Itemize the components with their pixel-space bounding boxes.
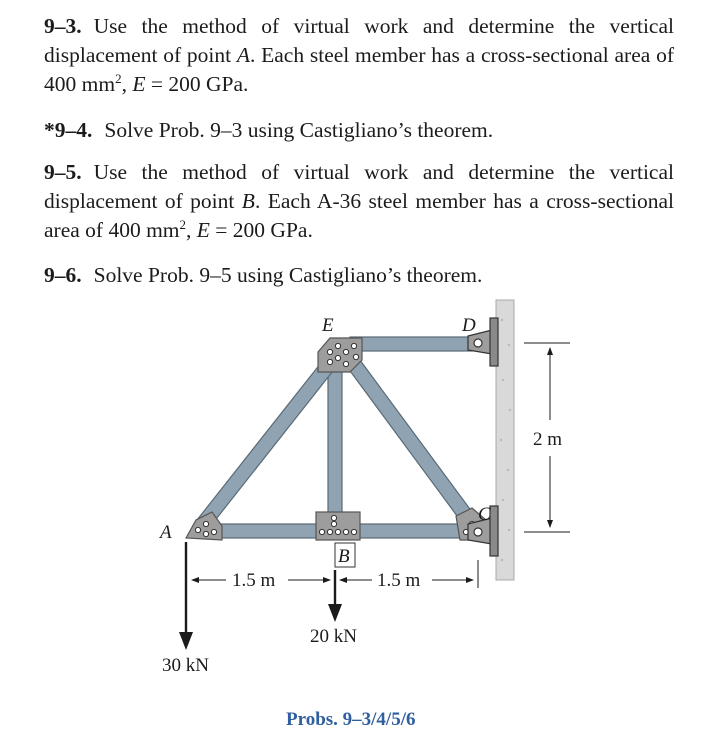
figure-caption: Probs. 9–3/4/5/6	[286, 709, 416, 730]
dim-height: 2 m	[533, 429, 563, 450]
problem-9-5: 9–5. Use the method of virtual work and determine the vertical displacement of point B. Each A-36 steel member has a cross-sectional area of 400 $mm^2$, E = 200 GPa.	[44, 160, 674, 242]
joint-label-A: A	[160, 522, 172, 543]
problem-number: 9–3.	[44, 14, 82, 38]
load-label-B: 20 kN	[310, 626, 357, 647]
problem-number: 9–6.	[44, 263, 82, 287]
joint-label-D: D	[462, 315, 476, 336]
load-arrow-B	[328, 570, 342, 622]
support-wall	[496, 300, 514, 580]
joint-label-E: E	[322, 315, 334, 336]
plate-B	[316, 512, 360, 540]
joint-label-C: C	[478, 504, 491, 525]
problem-9-3: 9–3. Use the method of virtual work and determine the vertical displacement of point A. Each steel member has a cross-sectional area of 400 $mm^2$, E = 200 GPa.	[44, 14, 674, 96]
dim-left-span: 1.5 m	[232, 570, 276, 591]
load-arrow-A	[179, 542, 193, 650]
member-EC	[342, 352, 478, 528]
problem-number: 9–5.	[44, 160, 82, 184]
member-AE	[197, 354, 340, 528]
horizontal-dimension	[186, 560, 478, 588]
problem-9-6: 9–6. Solve Prob. 9–5 using Castigliano’s theorem.	[44, 263, 483, 287]
problem-number: *9–4.	[44, 118, 93, 142]
dim-right-span: 1.5 m	[377, 570, 421, 591]
member-ED	[350, 337, 472, 351]
member-EB	[328, 358, 342, 516]
load-label-A: 30 kN	[162, 655, 209, 676]
problem-9-4: *9–4. Solve Prob. 9–3 using Castigliano’s theorem.	[44, 118, 494, 142]
joint-label-B: B	[338, 546, 350, 567]
